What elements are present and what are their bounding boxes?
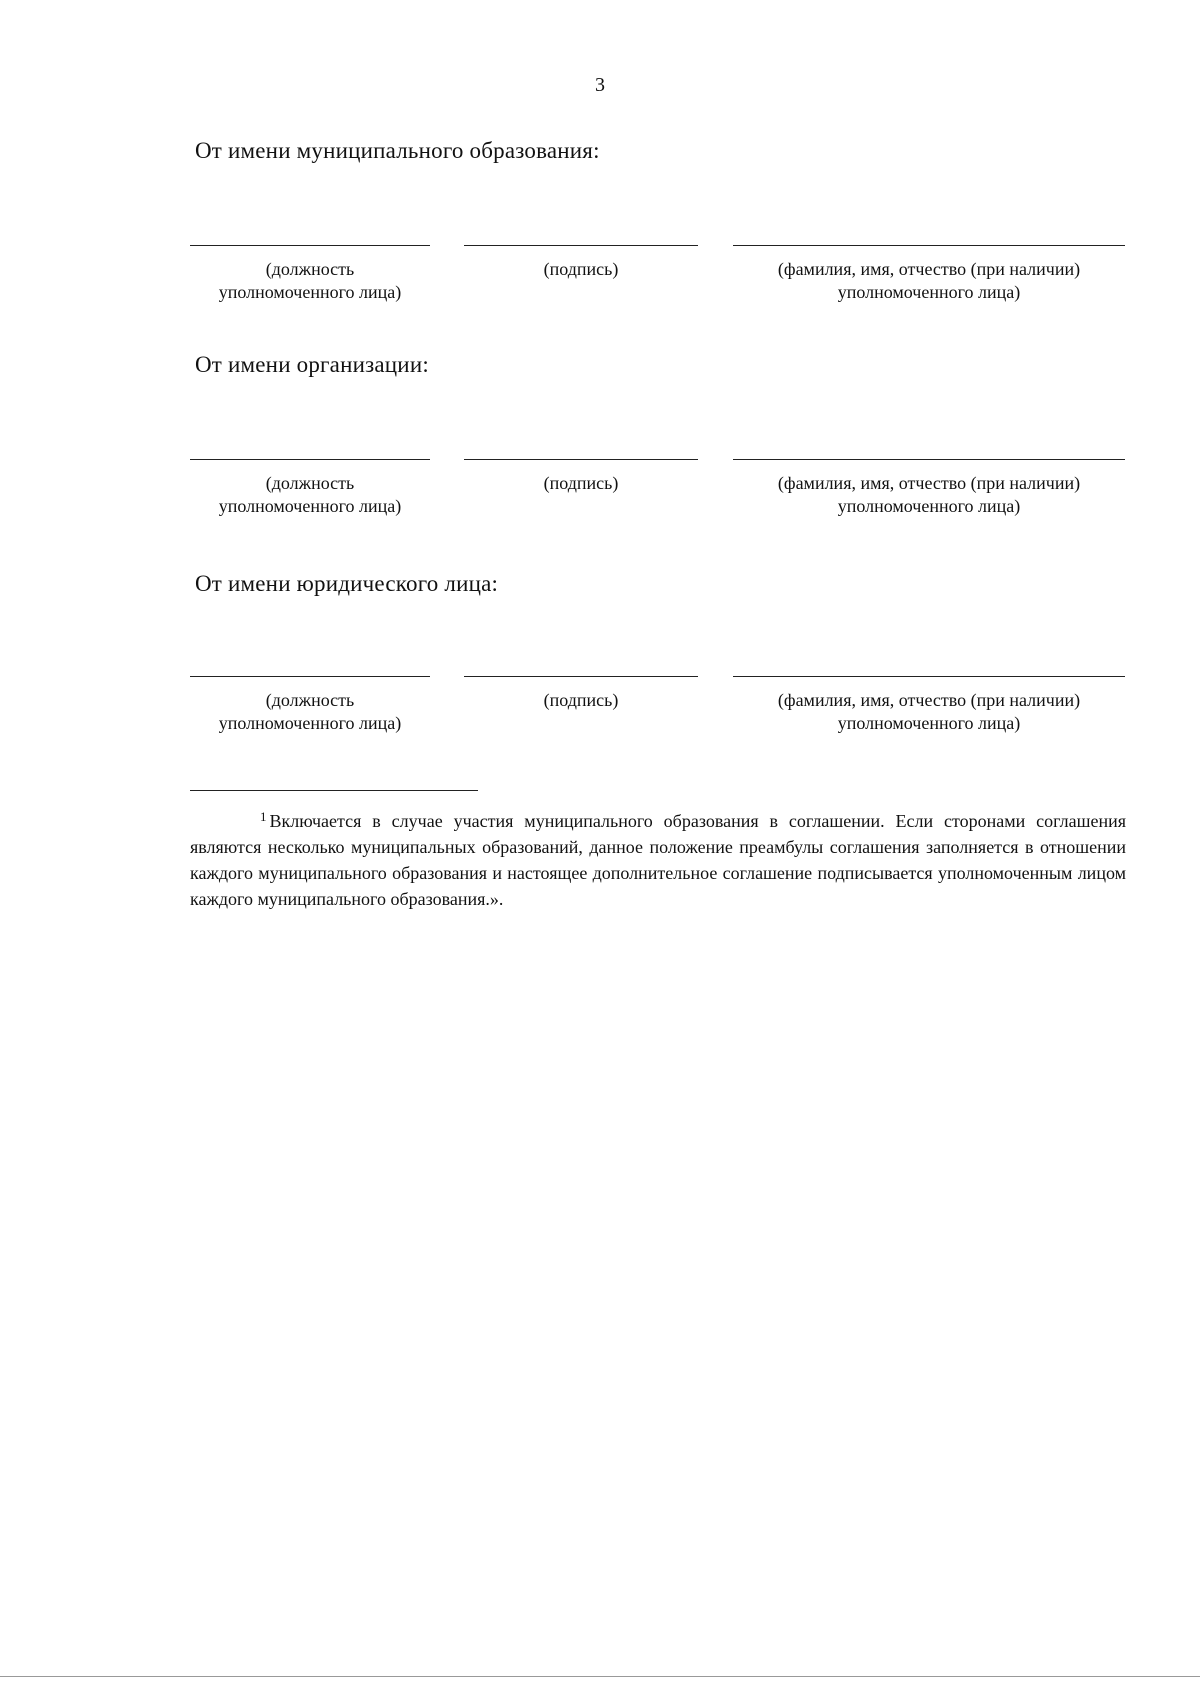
footnote-text: Включается в случае участия муниципального образования в соглашении. Если сторонами соглашения являются несколько муниципальных образований, данное положение преамбулы соглашения заполняется в отношении каждого муниципального образования и настоящее дополнительное соглашение подписывается уполномоченным лицом каждого муниципального образования.». (190, 811, 1126, 909)
party-heading-legal-entity: От имени юридического лица: (195, 571, 499, 596)
name-signature-line (733, 676, 1125, 677)
signature-caption: (подпись) (543, 473, 619, 493)
position-caption: (должность уполномоченного лица) (218, 259, 402, 302)
footnote (190, 804, 1126, 912)
signature-caption: (подпись) (543, 259, 619, 279)
name-caption: (фамилия, имя, отчество (при наличии) уполномоченного лица) (777, 259, 1081, 302)
position-caption: (должность уполномоченного лица) (218, 690, 402, 733)
name-signature-line (733, 245, 1125, 246)
signature-line (464, 459, 698, 460)
name-caption: (фамилия, имя, отчество (при наличии) уполномоченного лица) (777, 473, 1081, 516)
party-heading-organization: От имени организации: (195, 352, 429, 377)
signature-caption: (подпись) (543, 690, 619, 710)
signature-line (464, 676, 698, 677)
signature-line (464, 245, 698, 246)
page-number: 3 (595, 74, 605, 96)
footnote-marker: 1 (260, 809, 267, 824)
position-signature-line (190, 245, 430, 246)
name-caption: (фамилия, имя, отчество (при наличии) уполномоченного лица) (777, 690, 1081, 733)
position-caption: (должность уполномоченного лица) (218, 473, 402, 516)
position-signature-line (190, 459, 430, 460)
footnote-separator (190, 790, 478, 791)
page-bottom-edge (0, 1676, 1200, 1677)
party-heading-municipality: От имени муниципального образования: (195, 138, 600, 163)
position-signature-line (190, 676, 430, 677)
name-signature-line (733, 459, 1125, 460)
